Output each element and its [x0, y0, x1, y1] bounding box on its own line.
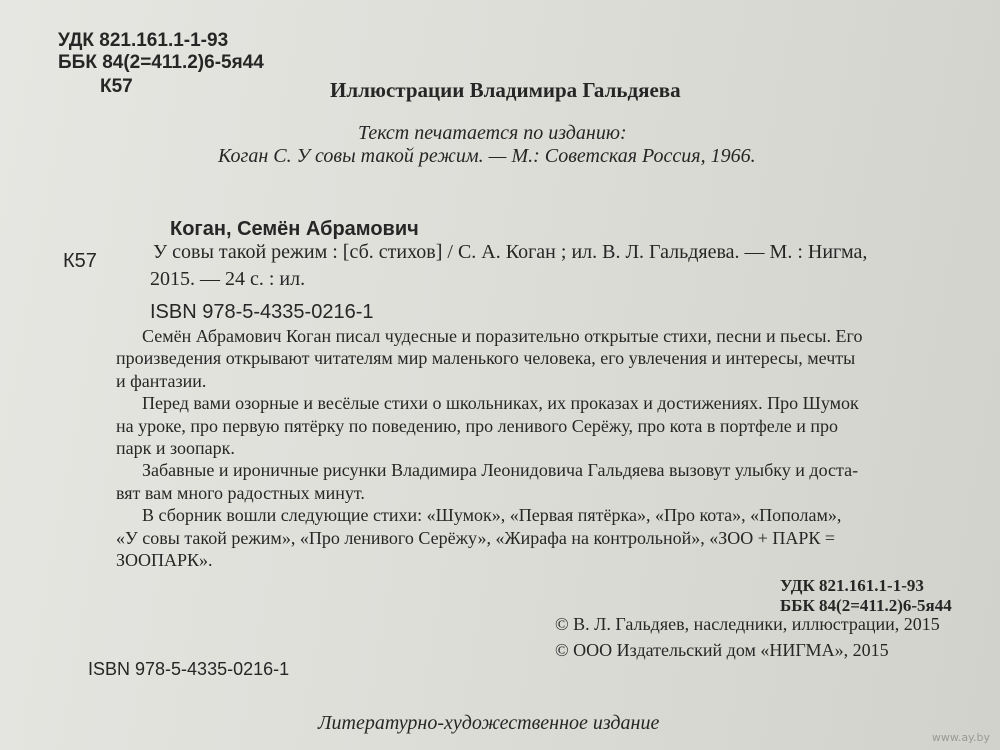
catalog-author: Коган, Семён Абрамович	[170, 218, 419, 240]
right-udk: УДК 821.161.1-1-93	[780, 576, 924, 595]
right-bbk: ББК 84(2=411.2)6-5я44	[780, 596, 952, 615]
annotation-line: вят вам много радостных минут.	[116, 482, 365, 503]
header-k57: К57	[100, 76, 133, 97]
annotation-line: Перед вами озорные и весёлые стихи о школьниках, их проказах и достижениях. Про Шумок	[142, 393, 859, 414]
annotation-line: парк и зоопарк.	[116, 438, 235, 459]
catalog-isbn: ISBN 978-5-4335-0216-1	[150, 301, 374, 323]
header-bbk: ББК 84(2=411.2)6-5я44	[58, 52, 264, 73]
source-note-line1: Текст печатается по изданию:	[358, 122, 627, 144]
catalog-side-code: К57	[63, 250, 97, 272]
header-udk: УДК 821.161.1-1-93	[58, 30, 229, 51]
bottom-isbn: ISBN 978-5-4335-0216-1	[88, 659, 290, 679]
catalog-description-line2: 2015. — 24 с. : ил.	[150, 268, 306, 290]
copyright-illustrations: © В. Л. Гальдяев, наследники, иллюстрации, 2015	[555, 614, 940, 634]
watermark: www.ay.by	[931, 731, 990, 744]
catalog-description-line1: У совы такой режим : [сб. стихов] / С. А. Коган ; ил. В. Л. Гальдяева. — М. : Нигма,	[153, 241, 868, 263]
annotation-line: на уроке, про первую пятёрку по поведению, про ленивого Серёжу, про кота в портфеле и про	[116, 415, 838, 436]
annotation-line: Семён Абрамович Коган писал чудесные и поразительно открытые стихи, песни и пьесы. Его	[142, 326, 863, 346]
copyright-publisher: © ООО Издательский дом «НИГМА», 2015	[555, 640, 889, 660]
annotation-line: В сборник вошли следующие стихи: «Шумок», «Первая пятёрка», «Про кота», «Пополам»,	[142, 505, 842, 526]
annotation-line: и фантазии.	[116, 370, 207, 391]
edition-type-footer: Литературно-художественное издание	[318, 712, 660, 734]
annotation-line: произведения открывают читателям мир маленького человека, его увлечения и интересы, мечты	[116, 348, 856, 369]
annotation-text	[116, 325, 978, 571]
illustrations-credit: Иллюстрации Владимира Гальдяева	[330, 78, 681, 102]
annotation-line: Забавные и ироничные рисунки Владимира Леонидовича Гальдяева вызовут улыбку и доста-	[142, 460, 859, 481]
annotation-line: «У совы такой режим», «Про ленивого Серёжу», «Жирафа на контрольной», «ЗОО + ПАРК =	[116, 527, 836, 548]
annotation-line: ЗООПАРК».	[116, 550, 213, 571]
source-note-line2: Коган С. У совы такой режим. — М.: Советская Россия, 1966.	[218, 145, 756, 167]
